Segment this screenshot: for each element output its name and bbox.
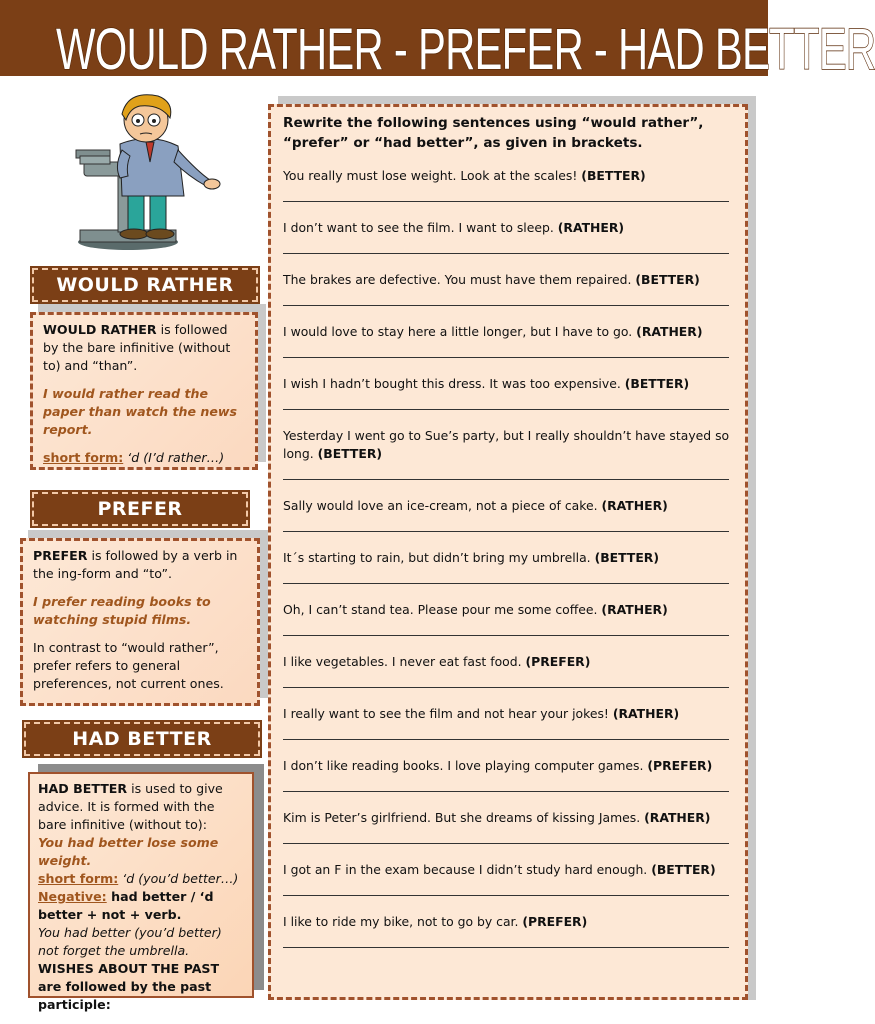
answer-line[interactable]: [283, 531, 729, 532]
exercise-sentence: Kim is Peter’s girlfriend. But she dreams of kissing James. (RATHER): [283, 810, 711, 825]
exercise-panel: [268, 104, 748, 1000]
exercise-keyword: (RATHER): [644, 810, 711, 825]
answer-line[interactable]: [283, 635, 729, 636]
exercise-keyword: (RATHER): [557, 220, 625, 235]
answer-line[interactable]: [283, 479, 729, 480]
exercise-sentence: The brakes are defective. You must have them repaired. (BETTER): [283, 272, 700, 287]
exercise-sentence: I wish I hadn’t bought this dress. It was too expensive. (BETTER): [283, 376, 690, 391]
would-rather-heading: WOULD RATHER: [32, 268, 258, 302]
answer-line[interactable]: [283, 895, 729, 896]
had-better-box: [28, 772, 254, 1012]
answer-line[interactable]: [283, 791, 729, 792]
exercise-keyword: (RATHER): [601, 602, 668, 617]
would-rather-box: [30, 312, 258, 470]
man-on-scales-icon: [70, 92, 230, 260]
exercise-sentence: I don’t like reading books. I love playing computer games. (PREFER): [283, 758, 713, 773]
exercise-keyword: (PREFER): [522, 914, 588, 929]
exercise-keyword: (PREFER): [647, 758, 713, 773]
exercise-sentence: I like vegetables. I never eat fast food. (PREFER): [283, 654, 591, 669]
had-better-example: You had better lose some weight.: [38, 835, 219, 868]
answer-line[interactable]: [283, 739, 729, 740]
answer-line[interactable]: [283, 305, 729, 306]
answer-line[interactable]: [283, 357, 729, 358]
answer-line[interactable]: [283, 583, 729, 584]
exercise-keyword: (RATHER): [636, 324, 703, 339]
answer-line[interactable]: [283, 947, 729, 948]
exercise-sentence: I like to ride my bike, not to go by car. (PREFER): [283, 914, 588, 929]
exercise-keyword: (RATHER): [601, 498, 668, 513]
prefer-contrast: In contrast to “would rather”, prefer refers to general preferences, not current ones.: [33, 640, 224, 691]
exercise-keyword: (BETTER): [624, 376, 690, 391]
wishes-about-past: WISHES ABOUT THE PAST are followed by the past participle:: [38, 961, 220, 1012]
answer-line[interactable]: [283, 409, 729, 410]
had-better-negative: Negative: had better / ‘d better + not + verb.: [38, 889, 214, 922]
would-rather-short-form: short form: ‘d (I’d rather…): [43, 450, 225, 465]
exercise-list: [283, 167, 733, 948]
exercise-keyword: (BETTER): [581, 168, 646, 183]
exercise-sentence: It´s starting to rain, but didn’t bring my umbrella. (BETTER): [283, 550, 660, 565]
exercise-keyword: (PREFER): [525, 654, 591, 669]
had-better-negative-example: You had better (you’d better) not forget the umbrella.: [38, 925, 222, 958]
would-rather-rule: WOULD RATHER is followed by the bare infinitive (without to) and “than”.: [43, 322, 231, 373]
answer-line[interactable]: [283, 687, 729, 688]
exercise-keyword: (BETTER): [651, 862, 716, 877]
exercise-sentence: Yesterday I went go to Sue’s party, but I really shouldn’t have stayed so long. (BETTER): [283, 428, 730, 461]
exercise-sentence: Oh, I can’t stand tea. Please pour me some coffee. (RATHER): [283, 602, 668, 617]
prefer-example: I prefer reading books to watching stupid films.: [33, 594, 211, 627]
had-better-heading: HAD BETTER: [24, 722, 260, 756]
answer-line[interactable]: [283, 201, 729, 202]
prefer-box: [20, 538, 260, 706]
exercise-sentence: You really must lose weight. Look at the scales! (BETTER): [283, 168, 646, 183]
exercise-keyword: (BETTER): [594, 550, 660, 565]
prefer-rule: PREFER is followed by a verb in the ing-form and “to”.: [33, 548, 238, 581]
had-better-rule: HAD BETTER is used to give advice. It is formed with the bare infinitive (without to):: [38, 781, 223, 832]
exercise-sentence: I don’t want to see the film. I want to sleep. (RATHER): [283, 220, 625, 235]
answer-line[interactable]: [283, 843, 729, 844]
page-title: WOULD RATHER - PREFER - HAD BETTER: [56, 17, 875, 82]
had-better-short-form: short form: ‘d (you’d better…): [38, 871, 239, 886]
answer-line[interactable]: [283, 253, 729, 254]
exercise-sentence: Sally would love an ice-cream, not a piece of cake. (RATHER): [283, 498, 668, 513]
prefer-heading: PREFER: [32, 492, 248, 526]
exercise-keyword: (BETTER): [635, 272, 700, 287]
would-rather-example: I would rather read the paper than watch the news report.: [43, 386, 238, 437]
exercise-keyword: (RATHER): [612, 706, 680, 721]
exercise-sentence: I got an F in the exam because I didn’t study hard enough. (BETTER): [283, 862, 716, 877]
exercise-sentence: I would love to stay here a little longer, but I have to go. (RATHER): [283, 324, 703, 339]
exercise-keyword: (BETTER): [317, 446, 383, 461]
exercise-sentence: I really want to see the film and not hear your jokes! (RATHER): [283, 706, 680, 721]
exercise-instructions: Rewrite the following sentences using “would rather”, “prefer” or “had better”, as given in brackets.: [283, 115, 704, 151]
